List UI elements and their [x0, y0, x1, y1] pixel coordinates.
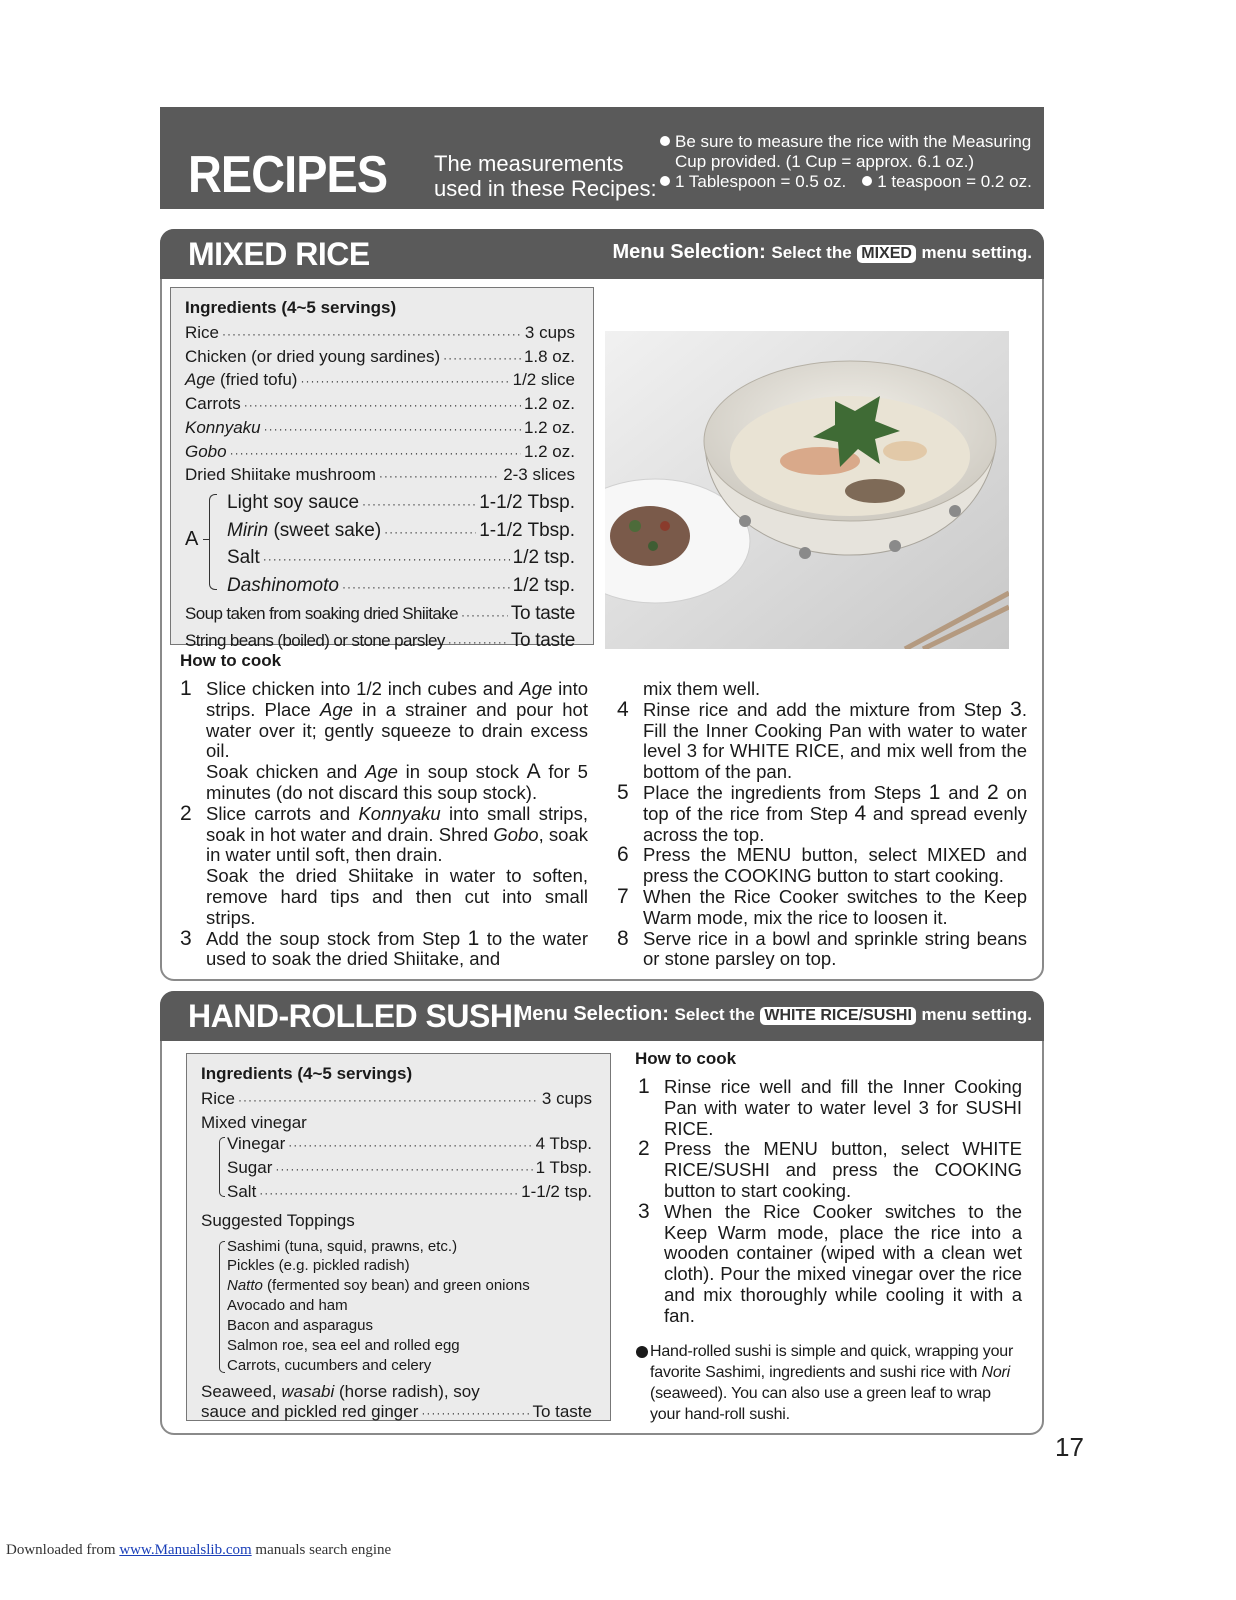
step-7 — [617, 884, 1027, 929]
menu-chip: WHITE RICE/SUSHI — [760, 1007, 916, 1025]
brace — [209, 494, 217, 590]
menu-post: menu setting. — [921, 243, 1032, 262]
sushi-section — [160, 991, 1044, 1435]
ingredient-row: Salt ····· 1-1/2 tsp. — [227, 1181, 592, 1205]
ingredients-heading: Ingredients (4~5 servings) — [185, 298, 397, 317]
brace — [219, 1137, 225, 1197]
step-text: Rinse rice and add the mixture from Step 3. Fill the Inner Cooking Pan with water to water level 3 for WHITE RICE, and mix well from the bottom of the pan. — [643, 697, 1027, 783]
note-1-cont — [660, 152, 1040, 172]
toppings-list — [201, 1237, 592, 1376]
topping-item: Bacon and asparagus — [227, 1317, 373, 1335]
bullet-icon — [862, 176, 872, 186]
topping-item: Pickles (e.g. pickled radish) — [227, 1257, 410, 1275]
step-1 — [638, 1077, 1022, 1139]
section-title: MIXED RICE — [188, 236, 370, 272]
step-8 — [617, 926, 1027, 971]
step-number: 3 — [638, 1199, 650, 1223]
footer-link[interactable]: www.Manualslib.com — [119, 1542, 252, 1558]
ingredients-box — [170, 287, 594, 652]
step-number: 3 — [180, 926, 192, 950]
step-number: 2 — [638, 1137, 650, 1161]
topping-item: Carrots, cucumbers and celery — [227, 1356, 432, 1374]
measurements-intro — [434, 151, 674, 201]
step-number: 1 — [180, 677, 192, 700]
step-number: 2 — [180, 801, 192, 825]
vinegar-group — [201, 1133, 592, 1204]
sushi-steps — [638, 1077, 1022, 1327]
step-text: Slice chicken into 1/2 inch cubes and Age into strips. Place Age in a strainer and pour hot water over it; gently squeeze to drain excess oil. Soak chicken and Age in soup stock A for 5 minutes (do not discard this soup stock). — [206, 678, 588, 803]
page-title: RECIPES — [188, 146, 388, 204]
ingredient-row: Salt ····· 1/2 tsp. — [227, 545, 575, 573]
step-2 — [638, 1139, 1022, 1201]
step-text: Slice carrots and Konnyaku into small strips, soak in hot water and drain. Shred Gobo, soak in water until soft, then drain. Soak the dried Shiitake in water to soften, remove hard tips and then cut into small strips. — [206, 802, 589, 928]
mixed-rice-section — [160, 229, 1044, 981]
ingredient-row: Chicken (or dried young sardines) ····· 1.8 oz. — [185, 346, 575, 370]
mixed-rice-header — [160, 229, 1044, 279]
menu-post: menu setting. — [921, 1005, 1032, 1024]
note-1-line-1: Be sure to measure the rice with the Measuring — [675, 132, 1032, 151]
ingredient-row: Dried Shiitake mushroom ····· 2-3 slices — [185, 464, 575, 488]
step-number: 5 — [617, 780, 629, 804]
mixed-vinegar-label: Mixed vinegar — [201, 1112, 307, 1132]
brace — [219, 1241, 225, 1373]
menu-pre: Select the — [771, 243, 852, 262]
how-to-cook-title: How to cook — [180, 651, 282, 670]
note-1-line-2: Cup provided. (1 Cup = approx. 6.1 oz.) — [675, 152, 975, 171]
step-2 — [180, 801, 589, 929]
step-text: Serve rice in a bowl and sprinkle string beans or stone parsley on top. — [643, 927, 1027, 970]
mixed-rice-photo — [605, 331, 1009, 649]
bullet-icon — [660, 176, 670, 186]
section-title: HAND-ROLLED SUSHI — [188, 998, 521, 1034]
step-text: When the Rice Cooker switches to the Keep Warm mode, mix the rice to loosen it. — [643, 885, 1027, 928]
seasoning-note: Seaweed, wasabi (horse radish), soy sauce and pickled red ginger ····· To taste — [201, 1382, 592, 1423]
step-number: 4 — [617, 697, 629, 721]
footer-suffix: manuals search engine — [251, 1542, 392, 1558]
topping-item: Natto (fermented soy bean) and green onions — [227, 1277, 530, 1295]
menu-selection — [516, 1003, 1032, 1026]
note-1 — [660, 132, 1040, 152]
ingredient-row: Konnyaku ····· 1.2 oz. — [185, 417, 575, 441]
ingredients-heading: Ingredients (4~5 servings) — [201, 1064, 413, 1083]
ingredient-row: Vinegar ····· 4 Tbsp. — [227, 1133, 592, 1157]
ingredient-row: Mirin (sweet sake) ····· 1-1/2 Tbsp. — [227, 518, 575, 546]
seasoning-group-a — [185, 490, 575, 601]
step-3 — [638, 1199, 1022, 1327]
step-text: Press the MENU button, select MIXED and press the COOKING button to start cooking. — [643, 844, 1027, 887]
sushi-note: Hand-rolled sushi is simple and quick, wrapping your favorite Sashimi, ingredients and sushi rice with Nori (seaweed). You can also use a green leaf to wrap your hand-roll sushi. — [650, 1341, 1022, 1425]
topping-item: Salmon roe, sea eel and rolled egg — [227, 1337, 460, 1355]
recipes-banner — [160, 107, 1044, 209]
ingredient-row: Gobo ····· 1.2 oz. — [185, 441, 575, 465]
note-tablespoon: 1 Tablespoon = 0.5 oz. — [675, 172, 847, 191]
bullet-icon — [660, 136, 670, 146]
ingredient-row: Rice ····· 3 cups — [185, 322, 575, 346]
group-letter: A — [185, 527, 199, 550]
ingredient-row: Dashinomoto ····· 1/2 tsp. — [227, 573, 575, 601]
steps-right — [617, 679, 1027, 970]
ingredient-row: Sugar ····· 1 Tbsp. — [227, 1157, 592, 1181]
toppings-heading: Suggested Toppings — [201, 1210, 355, 1230]
measurement-notes — [660, 132, 1040, 192]
ingredient-row: Light soy sauce ····· 1-1/2 Tbsp. — [227, 490, 575, 518]
menu-chip: MIXED — [857, 245, 916, 263]
note-2-3 — [660, 172, 1040, 192]
step-3-continued: mix them well. — [643, 678, 761, 699]
how-to-cook-title: How to cook — [635, 1049, 737, 1068]
sushi-header — [160, 991, 1044, 1041]
footer — [6, 1542, 391, 1559]
steps-left — [180, 679, 588, 970]
note-teaspoon: 1 teaspoon = 0.2 oz. — [877, 172, 1032, 191]
footer-prefix: Downloaded from — [6, 1542, 120, 1558]
ingredient-row: Age (fried tofu) ····· 1/2 slice — [185, 369, 575, 393]
menu-label: Menu Selection: — [612, 241, 766, 263]
menu-label: Menu Selection: — [515, 1003, 669, 1025]
step-number: 1 — [638, 1075, 650, 1098]
page-number: 17 — [1055, 1432, 1084, 1462]
step-text: Press the MENU button, select WHITE RICE/SUSHI and press the COOKING button to start cooking. — [664, 1138, 1022, 1201]
step-number: 8 — [617, 926, 629, 950]
step-1 — [180, 679, 588, 804]
ingredient-row: Carrots ····· 1.2 oz. — [185, 393, 575, 417]
intro-line-1: The measurements — [434, 151, 624, 176]
step-6 — [617, 845, 1027, 887]
step-text: Add the soup stock from Step 1 to the water used to soak the dried Shiitake, and — [206, 926, 588, 970]
step-text: When the Rice Cooker switches to the Keep Warm mode, place the rice into a wooden container (wiped with a clean wet cloth). Pour the mixed vinegar over the rice and mix thoroughly while cooling it with a fan. — [664, 1200, 1022, 1326]
menu-selection — [612, 241, 1032, 264]
bullet-icon — [636, 1346, 648, 1358]
step-text: Rinse rice well and fill the Inner Cooking Pan with water to water level 3 for SUSHI RICE. — [664, 1076, 1022, 1139]
step-text: Place the ingredients from Steps 1 and 2 on top of the rice from Step 4 and spread evenly across the top. — [643, 780, 1027, 845]
ingredients-box — [186, 1053, 611, 1421]
step-number: 7 — [617, 884, 629, 908]
ingredient-row: Rice ····· 3 cups — [201, 1088, 592, 1112]
step-number: 6 — [617, 843, 629, 867]
step-5 — [617, 780, 1027, 845]
step-4 — [617, 697, 1027, 783]
intro-line-2: used in these Recipes: — [434, 176, 657, 201]
ingredient-row: Soup taken from soaking dried Shiitake ····· To taste — [185, 603, 575, 627]
step-3 — [180, 926, 588, 971]
topping-item: Avocado and ham — [227, 1297, 348, 1315]
topping-item: Sashimi (tuna, squid, prawns, etc.) — [227, 1237, 458, 1255]
ingredient-row: String beans (boiled) or stone parsley ····· To taste — [185, 630, 575, 654]
menu-pre: Select the — [674, 1005, 755, 1024]
